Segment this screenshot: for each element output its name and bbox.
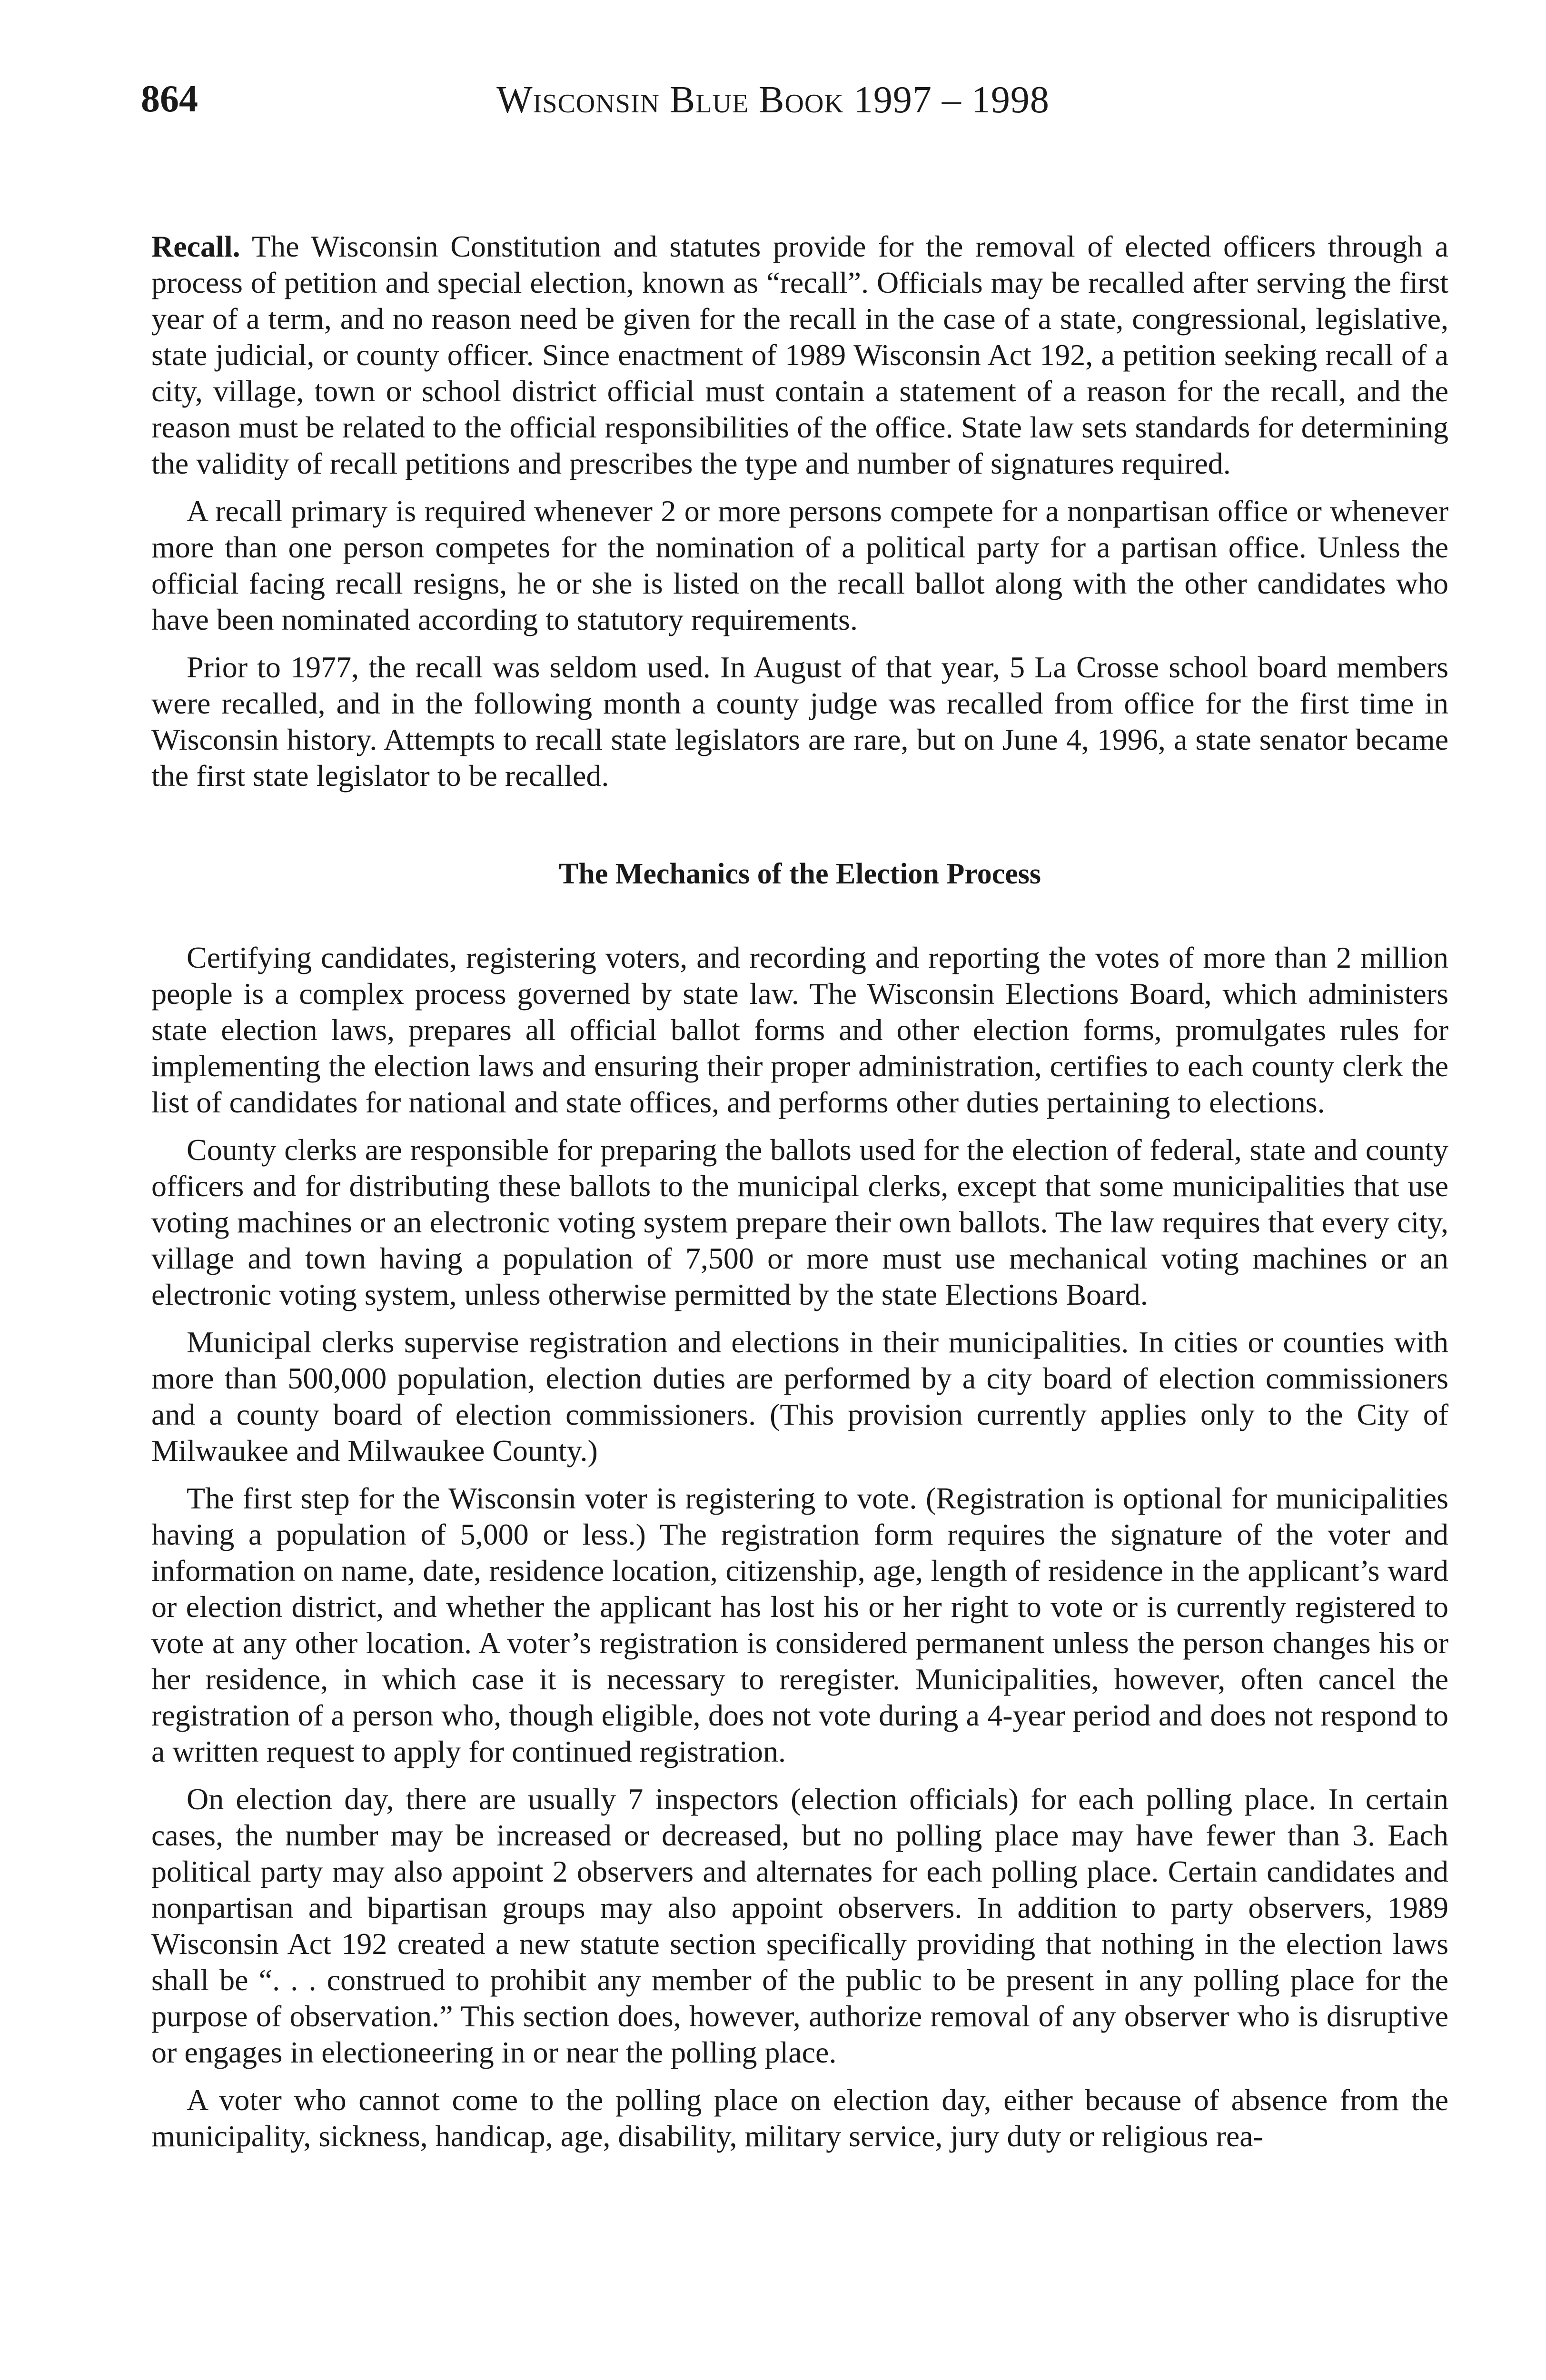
body-text bbox=[151, 228, 1448, 2166]
recall-heading: Recall. bbox=[151, 229, 240, 263]
recall-paragraph-1-text: The Wisconsin Constitution and statutes provide for the removal of elected officers through a process of petition and special election, known as “recall”. Officials may be recalled after serving the first year of a term, and no reason need be given for the recall in the case of a state, congressional, legislative, state judicial, or county officer. Since enactment of 1989 Wisconsin Act 192, a petition seeking recall of a city, village, town or school district official must contain a statement of a reason for the recall, and the reason must be related to the official responsibilities of the office. State law sets standards for determining the validity of recall petitions and prescribes the type and number of signatures required. bbox=[151, 229, 1449, 480]
section-heading: The Mechanics of the Election Process bbox=[558, 858, 1041, 890]
recall-paragraph-3: Prior to 1977, the recall was seldom used. In August of that year, 5 La Crosse school board members were recalled, and in the following month a county judge was recalled from office for the first time in Wisconsin history. Attempts to recall state legislators are rare, but on June 4, 1996, a state senator became the first state legislator to be recalled. bbox=[151, 650, 1448, 793]
mechanics-paragraph-4: The first step for the Wisconsin voter is registering to vote. (Registration is optional for municipalities having a population of 5,000 or less.) The registration form requires the signature of the voter and information on name, date, residence location, citizenship, age, length of residence in the applicant’s ward or election district, and whether the applicant has lost his or her right to vote or is currently registered to vote at any other location. A voter’s registration is considered permanent unless the person changes his or her residence, in which case it is necessary to reregister. Municipalities, however, often cancel the registration of a person who, though eligible, does not vote during a 4-year period and does not respond to a written request to apply for continued registration. bbox=[151, 1481, 1448, 1768]
recall-paragraph-2: A recall primary is required whenever 2 or more persons compete for a nonpartisan office or whenever more than one person competes for the nomination of a political party for a partisan office. Unless the official facing recall resigns, he or she is listed on the recall ballot along with the other candidates who have been nominated according to statutory requirements. bbox=[151, 494, 1448, 636]
running-head: Wisconsin Blue Book 1997 – 1998 bbox=[496, 79, 1050, 121]
mechanics-paragraph-2: County clerks are responsible for preparing the ballots used for the election of federal, state and county officers and for distributing these ballots to the municipal clerks, except that some municipalities that use voting machines or an electronic voting system prepare their own ballots. The law requires that every city, village and town having a population of 7,500 or more must use mechanical voting machines or an electronic voting system, unless otherwise permitted by the state Elections Board. bbox=[151, 1133, 1448, 1311]
mechanics-paragraph-1: Certifying candidates, registering voters, and recording and reporting the votes of more than 2 million people is a complex process governed by state law. The Wisconsin Elections Board, which administers state election laws, prepares all official ballot forms and other election forms, promulgates rules for implementing the election laws and ensuring their proper administration, certifies to each county clerk the list of candidates for national and state offices, and performs other duties pertaining to elections. bbox=[151, 941, 1448, 1119]
mechanics-paragraph-3: Municipal clerks supervise registration and elections in their municipalities. In cities or counties with more than 500,000 population, election duties are performed by a city board of election commissioners and a county board of election commissioners. (This provision currently applies only to the City of Milwaukee and Milwaukee County.) bbox=[151, 1325, 1448, 1468]
mechanics-paragraph-5: On election day, there are usually 7 inspectors (election officials) for each polling place. In certain cases, the number may be increased or decreased, but no polling place may have fewer than 3. Each political party may also appoint 2 observers and alternates for each polling place. Certain candidates and nonpartisan and bipartisan groups may also appoint observers. In addition to party observers, 1989 Wisconsin Act 192 created a new statute section specifically providing that nothing in the election laws shall be “. . . construed to prohibit any member of the public to be present in any polling place for the purpose of observation.” This section does, however, authorize removal of any observer who is disruptive or engages in electioneering in or near the polling place. bbox=[151, 1782, 1448, 2069]
recall-paragraph-1 bbox=[151, 228, 1448, 482]
mechanics-paragraph-6: A voter who cannot come to the polling place on election day, either because of absence from the municipality, sickness, handicap, age, disability, military service, jury duty or religious rea- bbox=[151, 2083, 1448, 2153]
page-number: 864 bbox=[141, 78, 198, 120]
